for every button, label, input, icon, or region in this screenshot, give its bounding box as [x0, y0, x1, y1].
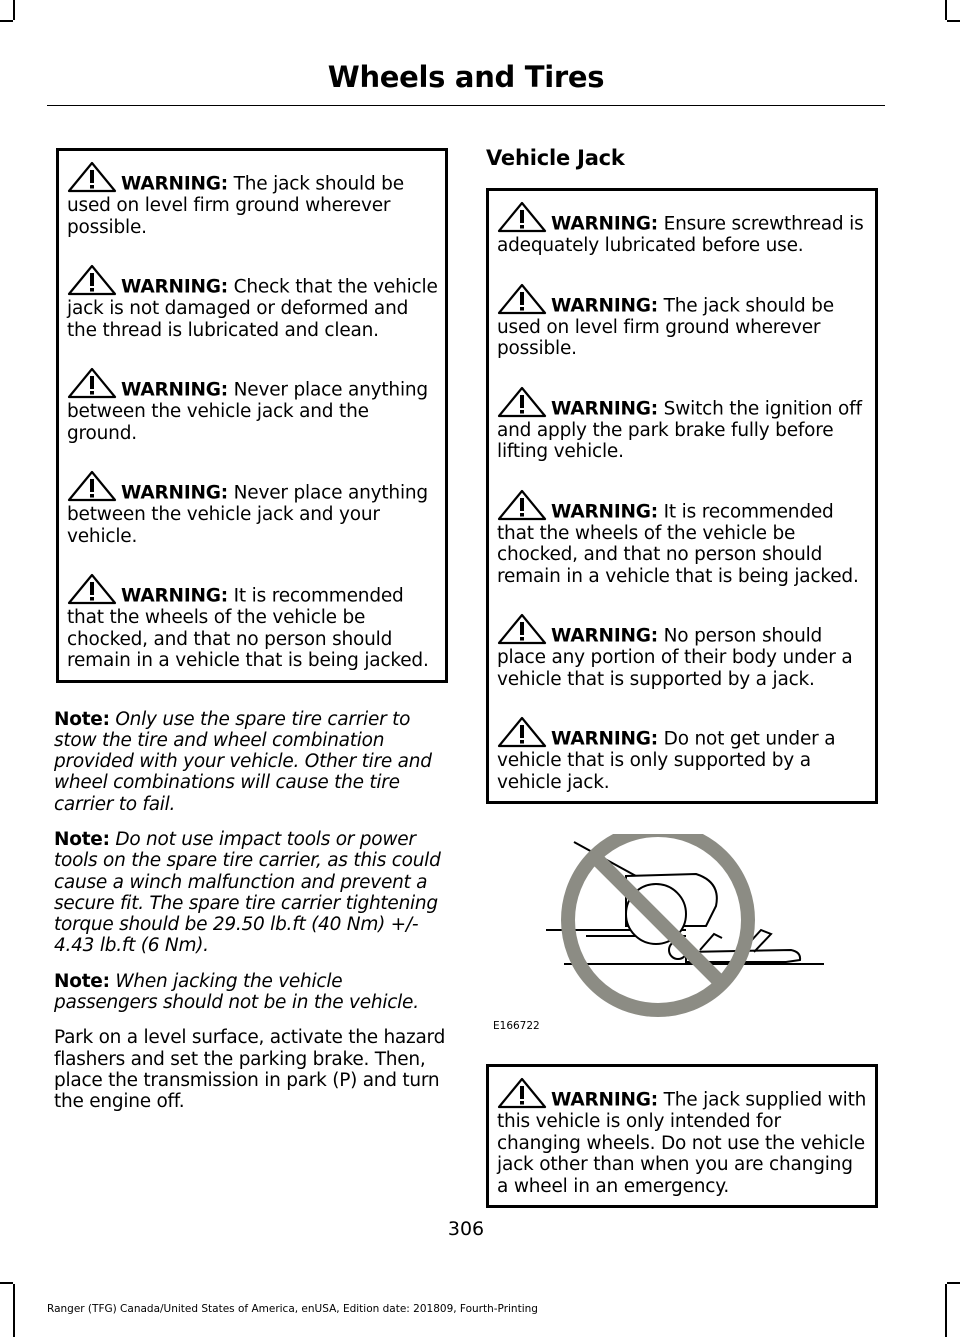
- warning-item: [67, 264, 439, 341]
- warning-item: [497, 201, 869, 257]
- warning-text: Ensure screwthread is adequately lubricated before use.: [497, 213, 864, 256]
- warning-text: It is recommended that the wheels of the vehicle be chocked, and that no person should remain in a vehicle that is being jacked.: [497, 501, 859, 587]
- warning-label: WARNING:: [121, 379, 228, 401]
- warning-item: [67, 573, 439, 672]
- warning-triangle-icon: [67, 161, 117, 193]
- warning-label: WARNING:: [551, 728, 658, 750]
- warning-item: [497, 716, 869, 793]
- warning-label: WARNING:: [551, 213, 658, 235]
- warning-text: Never place anything between the vehicle jack and the ground.: [67, 379, 428, 444]
- warning-box: [486, 188, 878, 804]
- warning-triangle-icon: [497, 489, 547, 521]
- crop-mark: [947, 1282, 960, 1284]
- warning-item: [497, 489, 869, 588]
- warning-label: WARNING:: [551, 398, 658, 419]
- warning-item: [497, 386, 869, 463]
- warning-triangle-icon: [67, 470, 117, 502]
- note-label: Note:: [54, 708, 110, 730]
- warning-label: WARNING:: [551, 1089, 658, 1111]
- page-header-title: Wheels and Tires: [327, 60, 605, 94]
- warning-text: The jack supplied with this vehicle is only intended for changing wheels. Do not use the vehicle jack other than when you are changing a wheel in an emergency.: [497, 1089, 867, 1197]
- warning-item: [67, 367, 439, 444]
- warning-label: WARNING:: [121, 276, 228, 298]
- crop-mark: [0, 1282, 13, 1284]
- note-text: Do not use impact tools or power tools on the spare tire carrier, as this could cause a winch malfunction and prevent a secure fit. The spare tire carrier tightening torque should be 29.50 lb.ft (40 Nm) +/- 4.43 lb.ft (6 Nm).: [54, 828, 441, 957]
- warning-text: Do not get under a vehicle that is only supported by a vehicle jack.: [497, 728, 836, 793]
- warning-triangle-icon: [497, 386, 547, 418]
- warning-text: Never place anything between the vehicle jack and your vehicle.: [67, 482, 428, 547]
- note-text: When jacking the vehicle passengers should not be in the vehicle.: [54, 970, 419, 1014]
- warning-item: [497, 283, 869, 360]
- warning-box: [56, 148, 448, 683]
- figure-code: E166722: [493, 1020, 540, 1032]
- crop-mark: [945, 1284, 947, 1337]
- warning-label: WARNING:: [551, 625, 658, 647]
- crop-mark: [945, 0, 947, 20]
- prohibition-illustration: [486, 834, 878, 1034]
- footer-edition-info: Ranger (TFG) Canada/United States of America, enUSA, Edition date: 201809, Fourth-Printing: [47, 1303, 538, 1315]
- warning-text: The jack should be used on level firm ground wherever possible.: [67, 173, 404, 238]
- warning-label: WARNING:: [121, 173, 228, 195]
- note-text: Only use the spare tire carrier to stow the tire and wheel combination provided with your vehicle. Other tire and wheel combinations will cause the tire carrier to fail.: [54, 708, 432, 815]
- warning-label: WARNING:: [551, 295, 658, 316]
- warning-triangle-icon: [67, 573, 117, 605]
- crop-mark: [947, 20, 960, 22]
- note-paragraph: [54, 971, 446, 1014]
- warning-text: Switch the ignition off and apply the park brake fully before lifting vehicle.: [497, 398, 862, 462]
- no-person-under-vehicle-icon: [486, 834, 878, 1034]
- warning-text: No person should place any portion of their body under a vehicle that is supported by a jack.: [497, 625, 853, 690]
- page-number: 306: [447, 1218, 485, 1240]
- warning-label: WARNING:: [551, 501, 658, 522]
- warning-triangle-icon: [497, 613, 547, 645]
- warning-item: [497, 613, 869, 690]
- warning-item: [497, 1077, 869, 1197]
- note-label: Note:: [54, 970, 110, 992]
- warning-triangle-icon: [497, 201, 547, 233]
- crop-mark: [13, 1284, 15, 1337]
- right-column: [486, 146, 878, 1208]
- section-title: Vehicle Jack: [486, 146, 625, 170]
- note-paragraph: [54, 709, 446, 815]
- warning-triangle-icon: [497, 716, 547, 748]
- crop-mark: [0, 20, 13, 22]
- warning-text: It is recommended that the wheels of the vehicle be chocked, and that no person should remain in a vehicle that is being jacked.: [67, 585, 429, 671]
- warning-text: Check that the vehicle jack is not damaged or deformed and the thread is lubricated and clean.: [67, 276, 438, 341]
- crop-mark: [13, 0, 15, 20]
- warning-item: [67, 161, 439, 238]
- warning-label: WARNING:: [121, 482, 228, 504]
- note-paragraph: [54, 829, 446, 957]
- warning-box: [486, 1064, 878, 1208]
- warning-text: The jack should be used on level firm ground wherever possible.: [497, 295, 834, 359]
- warning-triangle-icon: [67, 264, 117, 296]
- warning-label: WARNING:: [121, 585, 228, 607]
- warning-item: [67, 470, 439, 547]
- left-column: [54, 148, 446, 1113]
- warning-triangle-icon: [497, 283, 547, 315]
- warning-triangle-icon: [67, 367, 117, 399]
- header-divider: [47, 105, 885, 106]
- body-paragraph: Park on a level surface, activate the hazard flashers and set the parking brake. Then, place the transmission in park (P) and turn the engine off.: [54, 1027, 446, 1113]
- note-label: Note:: [54, 828, 110, 850]
- warning-triangle-icon: [497, 1077, 547, 1109]
